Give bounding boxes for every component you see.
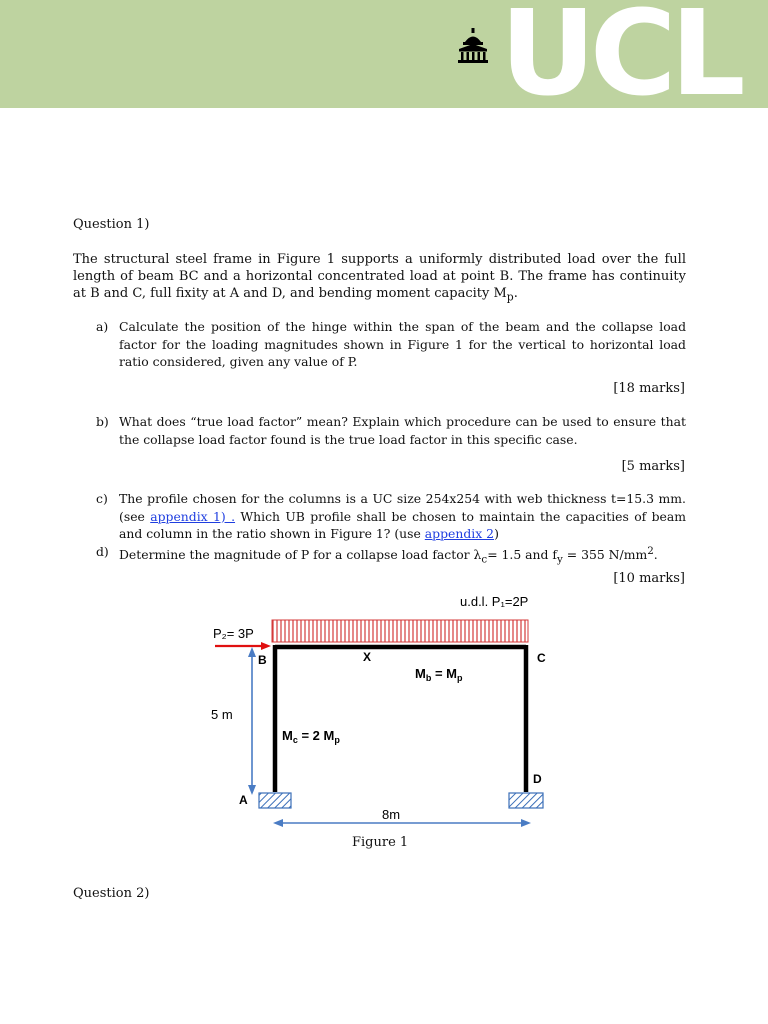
item-label: b): [96, 414, 109, 429]
marks-1d: [10 marks]: [613, 571, 685, 586]
udl-load-block: [272, 620, 528, 642]
item-text: What does “true load factor” mean? Explain which procedure can be used to ensure that the collapse load factor found is the true load factor in this specific case.: [119, 414, 686, 447]
marks-1a: [18 marks]: [613, 381, 685, 396]
portico-building-icon: [457, 28, 489, 64]
item-label: d): [96, 544, 109, 559]
question-1c: [96, 490, 686, 543]
height-arrowhead-top: [248, 647, 256, 657]
figure-1-frame-diagram: [195, 590, 555, 830]
node-d-label: D: [533, 772, 542, 786]
span-arrowhead-right: [521, 819, 531, 827]
fixed-support-d: [509, 793, 543, 808]
point-load-label: P₂= 3P: [213, 626, 254, 641]
question-1b: [96, 413, 686, 448]
fixed-support-a: [259, 793, 291, 808]
figure-caption: Figure 1: [352, 835, 409, 850]
node-b-label: B: [258, 653, 267, 667]
appendix-2-link[interactable]: appendix 2: [424, 526, 495, 541]
question-2-heading: Question 2): [73, 886, 150, 901]
item-text: The profile chosen for the columns is a UC size 254x254 with web thickness t=15.3 mm. (see appendix 1) . Which UB profile shall be chosen to maintain the capacities of beam and column in the ratio shown in Figure 1? (use appendix 2): [119, 491, 687, 541]
item-text: Determine the magnitude of P for a collapse load factor $\lambda_c= 1.5$ and $f_y = 355$ $N/mm^2$.: [119, 545, 658, 566]
ucl-logo-text: UCL: [500, 0, 740, 108]
udl-label: u.d.l. P₁=2P: [460, 594, 529, 609]
beam-moment-label: $M_b = M_p$: [415, 666, 463, 683]
span-label: 8m: [382, 807, 401, 822]
hinge-x-label: X: [363, 650, 372, 664]
column-moment-label: $M_c = 2$ $M_p$: [282, 728, 340, 745]
item-label: a): [96, 319, 109, 334]
item-text: Calculate the position of the hinge within the span of the beam and the collapse load factor for the loading magnitudes shown in Figure 1 for the vertical to horizontal load ratio considered, given any value of P.: [119, 319, 686, 369]
question-1-heading: Question 1): [73, 217, 150, 232]
height-arrowhead-bottom: [248, 785, 256, 795]
question-1a: [96, 318, 686, 371]
question-1-intro: The structural steel frame in Figure 1 supports a uniformly distributed load over the full length of beam BC and a horizontal concentrated load at point B. The frame has continuity at B and C, full fixity at A and D, and bending moment capacity $M_p$.: [73, 252, 686, 304]
question-1d: [96, 543, 686, 569]
node-a-label: A: [239, 793, 248, 807]
span-arrowhead-left: [273, 819, 283, 827]
node-c-label: C: [537, 651, 546, 665]
point-load-arrowhead: [261, 642, 271, 650]
item-label: c): [96, 491, 108, 506]
marks-1b: [5 marks]: [621, 459, 685, 474]
ucl-header-banner: [0, 0, 768, 108]
appendix-1-link[interactable]: appendix 1) .: [150, 508, 236, 524]
height-label: 5 m: [211, 707, 233, 722]
